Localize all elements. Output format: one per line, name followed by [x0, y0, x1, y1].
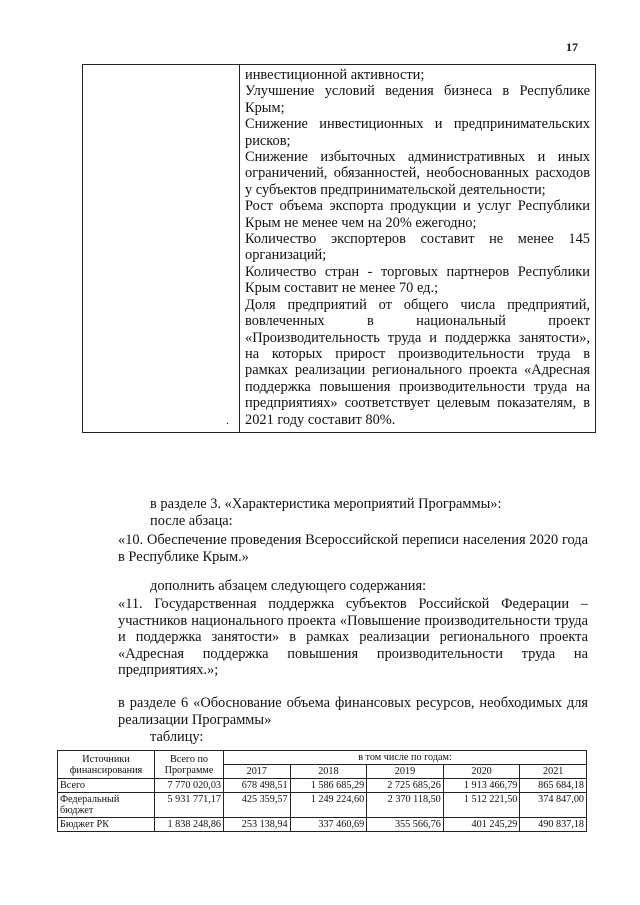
- left-cell: [83, 65, 240, 433]
- row-value: 1 512 221,50: [443, 793, 520, 818]
- financing-table: [57, 750, 587, 832]
- header-year: 2020: [443, 765, 520, 779]
- row-value: 490 837,18: [520, 818, 587, 832]
- row-total: 1 838 248,86: [155, 818, 224, 832]
- header-year: 2019: [367, 765, 444, 779]
- table-row: [58, 818, 587, 832]
- table-row: [83, 65, 596, 433]
- page-number: 17: [566, 40, 578, 54]
- quoted-paragraph-10: «10. Обеспечение проведения Всероссийской переписи населения 2020 года в Республике Крым.»: [118, 532, 588, 565]
- row-value: 678 498,51: [224, 779, 291, 793]
- table-row: [58, 793, 587, 818]
- list-item: Снижение инвестиционных и предпринимательских рисков;: [245, 116, 590, 149]
- row-source: Федеральный бюджет: [58, 793, 155, 818]
- list-item: Рост объема экспорта продукции и услуг Республики Крым не менее чем на 20% ежегодно;: [245, 198, 590, 231]
- row-value: 865 684,18: [520, 779, 587, 793]
- row-value: 425 359,57: [224, 793, 291, 818]
- row-value: 401 245,29: [443, 818, 520, 832]
- section-3-intro: в разделе 3. «Характеристика мероприятий Программы»:: [150, 496, 502, 512]
- header-year: 2021: [520, 765, 587, 779]
- add-paragraph-label: дополнить абзацем следующего содержания:: [150, 578, 427, 594]
- list-item: Доля предприятий от общего числа предприятий, вовлеченных в национальный проект «Производительность труда и поддержка занятости», на которых прирост производительности труда в рамках реализации регионального проекта «Адресная поддержка повышения производительности труда на предприятиях» соответствует целевым показателям, в 2021 году составит 80%.: [245, 296, 590, 428]
- right-cell: [240, 65, 596, 433]
- row-value: 374 847,00: [520, 793, 587, 818]
- list-item: Количество стран - торговых партнеров Республики Крым составит не менее 70 ед.;: [245, 263, 590, 297]
- table-row: [58, 779, 587, 793]
- row-value: 355 566,76: [367, 818, 444, 832]
- row-value: 1 249 224,60: [290, 793, 367, 818]
- row-source: Бюджет РК: [58, 818, 155, 832]
- table-header-row: [58, 751, 587, 765]
- table-label: таблицу:: [150, 729, 204, 745]
- list-item: Количество экспортеров составит не менее 145 организаций;: [245, 231, 590, 264]
- header-source: Источники финансирования: [58, 751, 155, 779]
- list-item: Снижение избыточных административных и иных ограничений, обязанностей, необоснованных расходов у субъектов предпринимательской деятельности;: [245, 149, 590, 198]
- row-value: 337 460,69: [290, 818, 367, 832]
- quoted-paragraph-11: «11. Государственная поддержка субъектов Российской Федерации – участников национального проекта «Повышение производительности труда и поддержка занятости» в рамках реализации регионального проекта «Адресная поддержка повышения производительности труда на предприятиях.»;: [118, 596, 588, 678]
- row-value: 1 913 466,79: [443, 779, 520, 793]
- header-years-group: в том числе по годам:: [224, 751, 587, 765]
- row-value: 2 725 685,26: [367, 779, 444, 793]
- header-year: 2017: [224, 765, 291, 779]
- header-year: 2018: [290, 765, 367, 779]
- row-total: 5 931 771,17: [155, 793, 224, 818]
- row-value: 1 586 685,29: [290, 779, 367, 793]
- row-value: 253 138,94: [224, 818, 291, 832]
- list-item: Улучшение условий ведения бизнеса в Республике Крым;: [245, 83, 590, 116]
- header-total: Всего по Программе: [155, 751, 224, 779]
- section-6-intro: в разделе 6 «Обоснование объема финансовых ресурсов, необходимых для реализации Программы»: [118, 695, 588, 728]
- list-item: инвестиционной активности;: [245, 67, 425, 83]
- goals-table: [82, 64, 596, 433]
- after-paragraph-label: после абзаца:: [150, 513, 233, 529]
- row-source: Всего: [58, 779, 155, 793]
- left-mark: .: [226, 412, 229, 427]
- row-total: 7 770 020,03: [155, 779, 224, 793]
- row-value: 2 370 118,50: [367, 793, 444, 818]
